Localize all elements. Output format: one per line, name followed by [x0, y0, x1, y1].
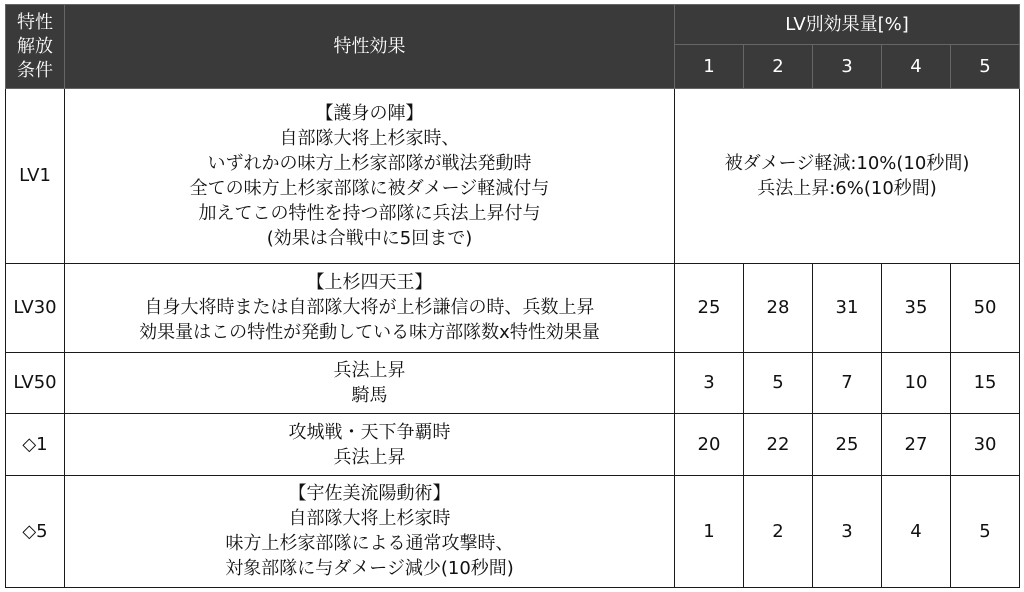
- effect-line: 【護身の陣】: [315, 102, 424, 124]
- header-condition-line: 条件: [17, 59, 53, 81]
- header-effect: 特性効果: [65, 5, 675, 89]
- header-level: 3: [813, 45, 882, 89]
- effect-cell: [65, 89, 675, 264]
- condition-cell: LV50: [6, 352, 65, 414]
- value-cell: 25: [813, 414, 882, 476]
- value-cell: 50: [951, 263, 1020, 352]
- value-line: 被ダメージ軽減:10%(10秒間): [724, 152, 970, 174]
- effect-line: (効果は合戦中に5回まで): [266, 227, 473, 249]
- effect-line: 自部隊大将上杉家時: [288, 508, 451, 530]
- condition-cell: ◇1: [6, 414, 65, 476]
- table-row: [6, 352, 1020, 414]
- effect-line: 【上杉四天王】: [306, 272, 433, 294]
- effect-line: 騎馬: [351, 384, 388, 406]
- header-level: 1: [675, 45, 744, 89]
- value-cell: 27: [882, 414, 951, 476]
- value-cell: 3: [813, 475, 882, 587]
- value-cell: 5: [744, 352, 813, 414]
- header-level: 2: [744, 45, 813, 89]
- value-cell: 22: [744, 414, 813, 476]
- value-line: 兵法上昇:6%(10秒間): [757, 177, 937, 199]
- header-condition: [6, 5, 65, 89]
- value-cell: 5: [951, 475, 1020, 587]
- effect-line: いずれかの味方上杉家部隊が戦法発動時: [207, 152, 532, 174]
- value-cell: 7: [813, 352, 882, 414]
- condition-cell: LV1: [6, 89, 65, 264]
- value-cell: 15: [951, 352, 1020, 414]
- value-cell: 30: [951, 414, 1020, 476]
- header-level: 4: [882, 45, 951, 89]
- header-level: 5: [951, 45, 1020, 89]
- header-condition-line: 特性: [17, 11, 53, 33]
- table-row: [6, 89, 1020, 264]
- effect-line: 自部隊大将上杉家時、: [279, 127, 460, 149]
- value-cell: 10: [882, 352, 951, 414]
- table-row: [6, 263, 1020, 352]
- trait-table: [5, 4, 1020, 588]
- value-cell: 2: [744, 475, 813, 587]
- header-lv-amount: LV別効果量[%]: [675, 5, 1020, 45]
- table-row: [6, 475, 1020, 587]
- value-cell: 20: [675, 414, 744, 476]
- value-cell: 4: [882, 475, 951, 587]
- effect-cell: [65, 475, 675, 587]
- effect-line: 効果量はこの特性が発動している味方部隊数x特性効果量: [139, 322, 600, 344]
- condition-cell: LV30: [6, 263, 65, 352]
- effect-line: 加えてこの特性を持つ部隊に兵法上昇付与: [198, 202, 541, 224]
- effect-cell: [65, 263, 675, 352]
- effect-line: 【宇佐美流陽動術】: [288, 483, 451, 505]
- value-cell: 1: [675, 475, 744, 587]
- effect-cell: [65, 352, 675, 414]
- value-cell: 35: [882, 263, 951, 352]
- effect-line: 全ての味方上杉家部隊に被ダメージ軽減付与: [189, 177, 550, 199]
- condition-cell: ◇5: [6, 475, 65, 587]
- effect-line: 味方上杉家部隊による通常攻撃時、: [225, 533, 514, 555]
- effect-line: 攻城戦・天下争覇時: [288, 421, 451, 443]
- effect-line: 対象部隊に与ダメージ減少(10秒間): [225, 558, 514, 580]
- effect-line: 自身大将時または自部隊大将が上杉謙信の時、兵数上昇: [144, 297, 595, 319]
- effect-line: 兵法上昇: [333, 359, 406, 381]
- header-condition-line: 解放: [17, 35, 53, 57]
- value-cell: 25: [675, 263, 744, 352]
- merged-value-cell: [675, 89, 1020, 264]
- effect-line: 兵法上昇: [333, 446, 406, 468]
- value-cell: 28: [744, 263, 813, 352]
- effect-cell: [65, 414, 675, 476]
- value-cell: 31: [813, 263, 882, 352]
- value-cell: 3: [675, 352, 744, 414]
- table-row: [6, 414, 1020, 476]
